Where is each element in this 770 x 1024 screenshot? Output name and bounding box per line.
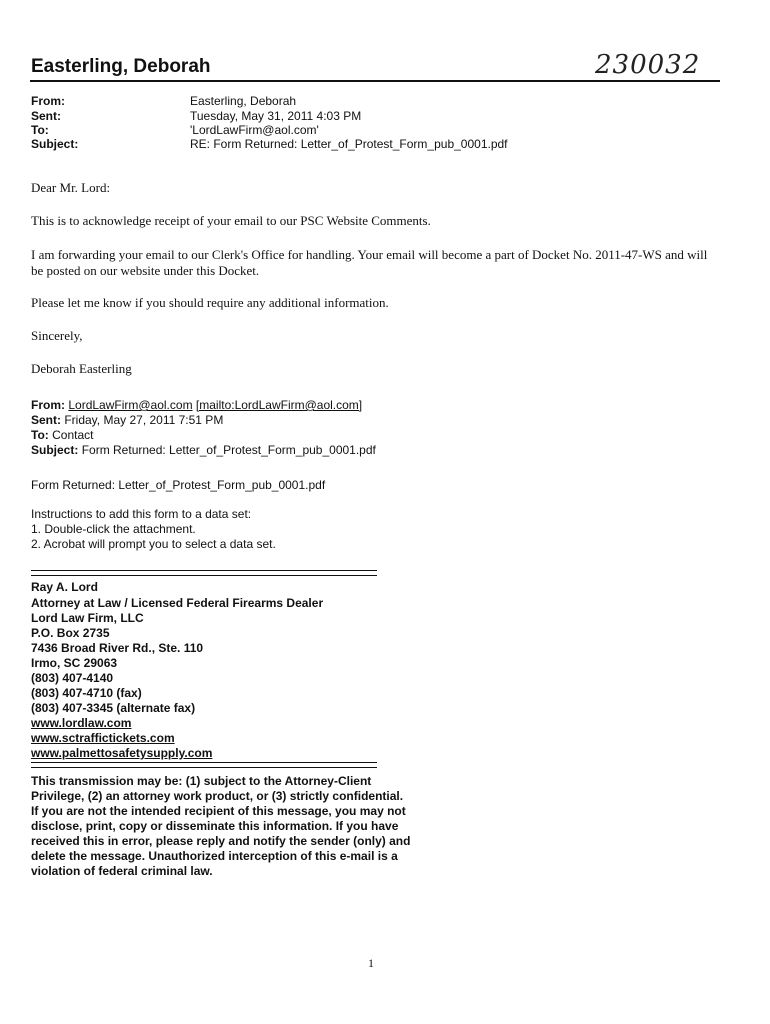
forwarded-to-value: Contact: [52, 428, 94, 442]
sig-city: Irmo, SC 29063: [31, 656, 118, 670]
forwarded-sent-value: Friday, May 27, 2011 7:51 PM: [64, 413, 224, 427]
forwarded-from-email-link[interactable]: LordLawFirm@aol.com: [68, 398, 193, 412]
sig-phone: (803) 407-4140: [31, 671, 114, 685]
meta-to-value: 'LordLawFirm@aol.com': [190, 123, 319, 137]
instructions-title: Instructions to add this form to a data set:: [31, 507, 252, 521]
form-returned-line: Form Returned: Letter_of_Protest_Form_pub_0001.pdf: [31, 478, 326, 492]
website-link-sctraffictickets[interactable]: www.sctraffictickets.com: [31, 731, 175, 745]
meta-subject-value: RE: Form Returned: Letter_of_Protest_Form_pub_0001.pdf: [190, 137, 508, 151]
meta-sent-label: Sent:: [31, 109, 61, 123]
handwritten-document-number: 230032: [595, 50, 701, 80]
body-paragraph-2: I am forwarding your email to our Clerk's Office for handling. Your email will become a part of Docket No. 2011-47-WS and will be posted on our website under this Docket.: [31, 247, 708, 278]
forwarded-sent-label: Sent:: [31, 413, 61, 427]
confidentiality-disclaimer: This transmission may be: (1) subject to the Attorney-Client Privilege, (2) an attorney work product, or (3) strictly confidential. If you are not the intended recipient of this message, you may not disclose, print, copy or disseminate this information. If you have received this in error, please reply and notify the sender (only) and delete the message. Unauthorized interception of this e-mail is a violation of federal criminal law.: [31, 774, 411, 878]
sig-fax: (803) 407-4710 (fax): [31, 686, 142, 700]
sig-website-3: [31, 746, 212, 761]
forwarded-subject-line: [31, 443, 376, 458]
forwarded-from-label: From:: [31, 398, 65, 412]
website-link-lordlaw[interactable]: www.lordlaw.com: [31, 716, 132, 730]
forwarded-subject-label: Subject:: [31, 443, 79, 457]
sig-website-2: [31, 731, 175, 746]
page-number: 1: [368, 956, 374, 970]
forwarded-to-label: To:: [31, 428, 49, 442]
forwarded-to-line: [31, 428, 93, 443]
sender-name-heading: Easterling, Deborah: [31, 56, 211, 77]
meta-to-label: To:: [31, 123, 49, 137]
sig-alt-fax: (803) 407-3345 (alternate fax): [31, 701, 196, 715]
signature-name: Deborah Easterling: [31, 361, 132, 376]
meta-from-label: From:: [31, 94, 65, 108]
closing: Sincerely,: [31, 328, 83, 343]
forwarded-subject-value: Form Returned: Letter_of_Protest_Form_pub_0001.pdf: [81, 443, 376, 457]
signature-bottom-divider: [31, 762, 377, 768]
forwarded-mailto-link[interactable]: [mailto:LordLawFirm@aol.com]: [195, 398, 363, 412]
body-paragraph-1: This is to acknowledge receipt of your email to our PSC Website Comments.: [31, 213, 431, 228]
instruction-step-1: 1. Double-click the attachment.: [31, 522, 196, 536]
meta-from-value: Easterling, Deborah: [190, 94, 297, 108]
sig-firm: Lord Law Firm, LLC: [31, 611, 144, 625]
meta-sent-value: Tuesday, May 31, 2011 4:03 PM: [190, 109, 362, 123]
forwarded-sent-line: [31, 413, 223, 428]
forwarded-from-line: [31, 398, 362, 413]
sig-name: Ray A. Lord: [31, 580, 98, 594]
sig-street: 7436 Broad River Rd., Ste. 110: [31, 641, 204, 655]
signature-top-divider: [31, 570, 377, 576]
body-paragraph-3: Please let me know if you should require any additional information.: [31, 295, 389, 310]
header-divider: [30, 80, 720, 82]
sig-po-box: P.O. Box 2735: [31, 626, 110, 640]
sig-title: Attorney at Law / Licensed Federal Firearms Dealer: [31, 596, 324, 610]
sig-website-1: [31, 716, 131, 731]
website-link-palmettosafetysupply[interactable]: www.palmettosafetysupply.com: [31, 746, 213, 760]
meta-subject-label: Subject:: [31, 137, 79, 151]
instruction-step-2: 2. Acrobat will prompt you to select a data set.: [31, 537, 276, 551]
greeting: Dear Mr. Lord:: [31, 180, 111, 195]
